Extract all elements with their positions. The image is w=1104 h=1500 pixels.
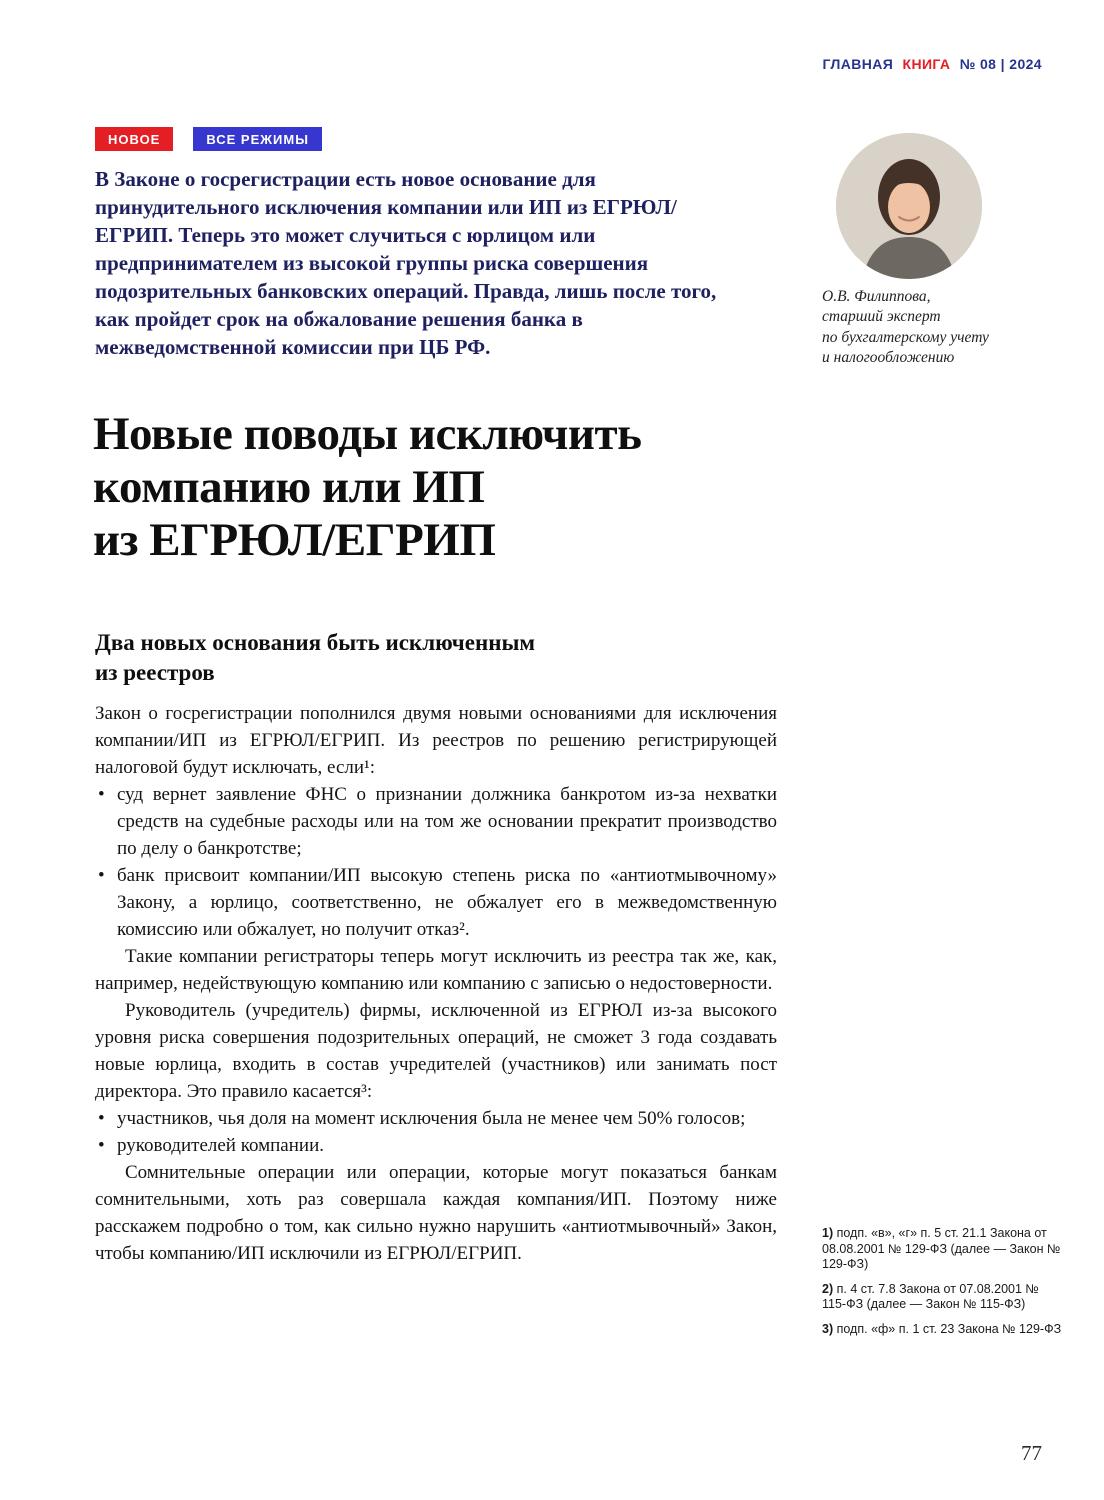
bullet-item: • участников, чья доля на момент исключения была не менее чем 50% голосов; — [95, 1105, 777, 1132]
author-role-line: и налогообложению — [822, 349, 955, 367]
badge-row — [95, 127, 322, 151]
paragraph: Такие компании регистраторы теперь могут исключить из реестра так же, как, например, недействующую компанию или компанию с записью о недостоверности. — [95, 946, 777, 994]
page-number: 77 — [1021, 1441, 1042, 1465]
article-title — [93, 408, 853, 567]
article-title-line: Новые поводы исключить — [93, 408, 642, 460]
section-heading-line: Два новых основания быть исключенным — [95, 630, 536, 655]
article-body — [95, 700, 777, 1267]
footnotes-column — [822, 1226, 1064, 1346]
author-portrait-illustration — [836, 133, 982, 279]
paragraph: Закон о госрегистрации пополнился двумя новыми основаниями для исключения компании/ИП из ЕГРЮЛ/ЕГРИП. Из реестров по решению регистрирующей налоговой будут исключать, если¹: — [95, 703, 777, 778]
section-heading — [95, 628, 715, 688]
bullet-item: • суд вернет заявление ФНС о признании должника банкротом из-за нехватки средств на судебные расходы или на том же основании прекратит производство по делу о банкротстве; — [95, 781, 777, 862]
author-role-line: по бухгалтерскому учету — [822, 328, 989, 346]
lead-paragraph: В Законе о госрегистрации есть новое основание для принудительного исключения компании или ИП из ЕГРЮЛ/ЕГРИП. Теперь это может случиться с юрлицом или предпринимателем из высокой группы риска совершения подозрительных банковских операций. Правда, лишь после того, как пройдет срок на обжалование решения банка в межведомственной комиссии при ЦБ РФ. — [95, 167, 717, 359]
footnote — [822, 1282, 1064, 1313]
paragraph: Руководитель (учредитель) фирмы, исключенной из ЕГРЮЛ из-за высокого уровня риска совершения подозрительных операций, не сможет 3 года создавать новые юрлица, входить в состав учредителей (участников) или занимать пост директора. Это правило касается³: — [95, 1000, 777, 1102]
author-name: О.В. Филиппова, — [822, 288, 931, 305]
footnote-number: 1) — [822, 1226, 834, 1240]
footnote — [822, 1226, 1064, 1273]
issue-number: № 08 | 2024 — [959, 56, 1042, 72]
author-caption — [822, 287, 1062, 369]
author-photo — [836, 133, 982, 279]
footnote-text: подп. «ф» п. 1 ст. 23 Закона № 129-ФЗ — [836, 1321, 1062, 1336]
badge-all-modes: ВСЕ РЕЖИМЫ — [193, 127, 322, 151]
footnote-number: 2) — [822, 1281, 834, 1296]
article-title-line: компанию или ИП — [93, 461, 485, 513]
section-heading-line: из реестров — [95, 660, 215, 685]
masthead — [817, 56, 1042, 72]
footnote-text: подп. «в», «г» п. 5 ст. 21.1 Закона от 08.08.2001 № 129-ФЗ (далее — Закон № 129-ФЗ) — [822, 1226, 1061, 1271]
footnote-number: 3) — [822, 1321, 834, 1336]
article-title-line: из ЕГРЮЛ/ЕГРИП — [93, 514, 496, 566]
badge-new: НОВОЕ — [95, 127, 173, 151]
author-role-line: старший эксперт — [822, 308, 941, 326]
paragraph: Сомнительные операции или операции, которые могут показаться банкам сомнительными, хоть раз совершала каждая компания/ИП. Поэтому ниже расскажем подробно о том, как сильно нужно нарушить «антиотмывочный» Закон, чтобы компанию/ИП исключили из ЕГРЮЛ/ЕГРИП. — [95, 1162, 777, 1264]
brand-word-kniga: КНИГА — [902, 56, 951, 72]
bullet-item: • банк присвоит компании/ИП высокую степень риска по «антиотмывочному» Закону, а юрлицо, соответственно, не обжалует его в межведомственную комиссию или обжалует, но получит отказ². — [95, 862, 777, 943]
footnote — [822, 1322, 1064, 1338]
bullet-item: • руководителей компании. — [95, 1132, 777, 1159]
brand-word-glavnaya: ГЛАВНАЯ — [822, 56, 894, 72]
footnote-text: п. 4 ст. 7.8 Закона от 07.08.2001 № 115-ФЗ (далее — Закон № 115-ФЗ) — [822, 1281, 1039, 1311]
